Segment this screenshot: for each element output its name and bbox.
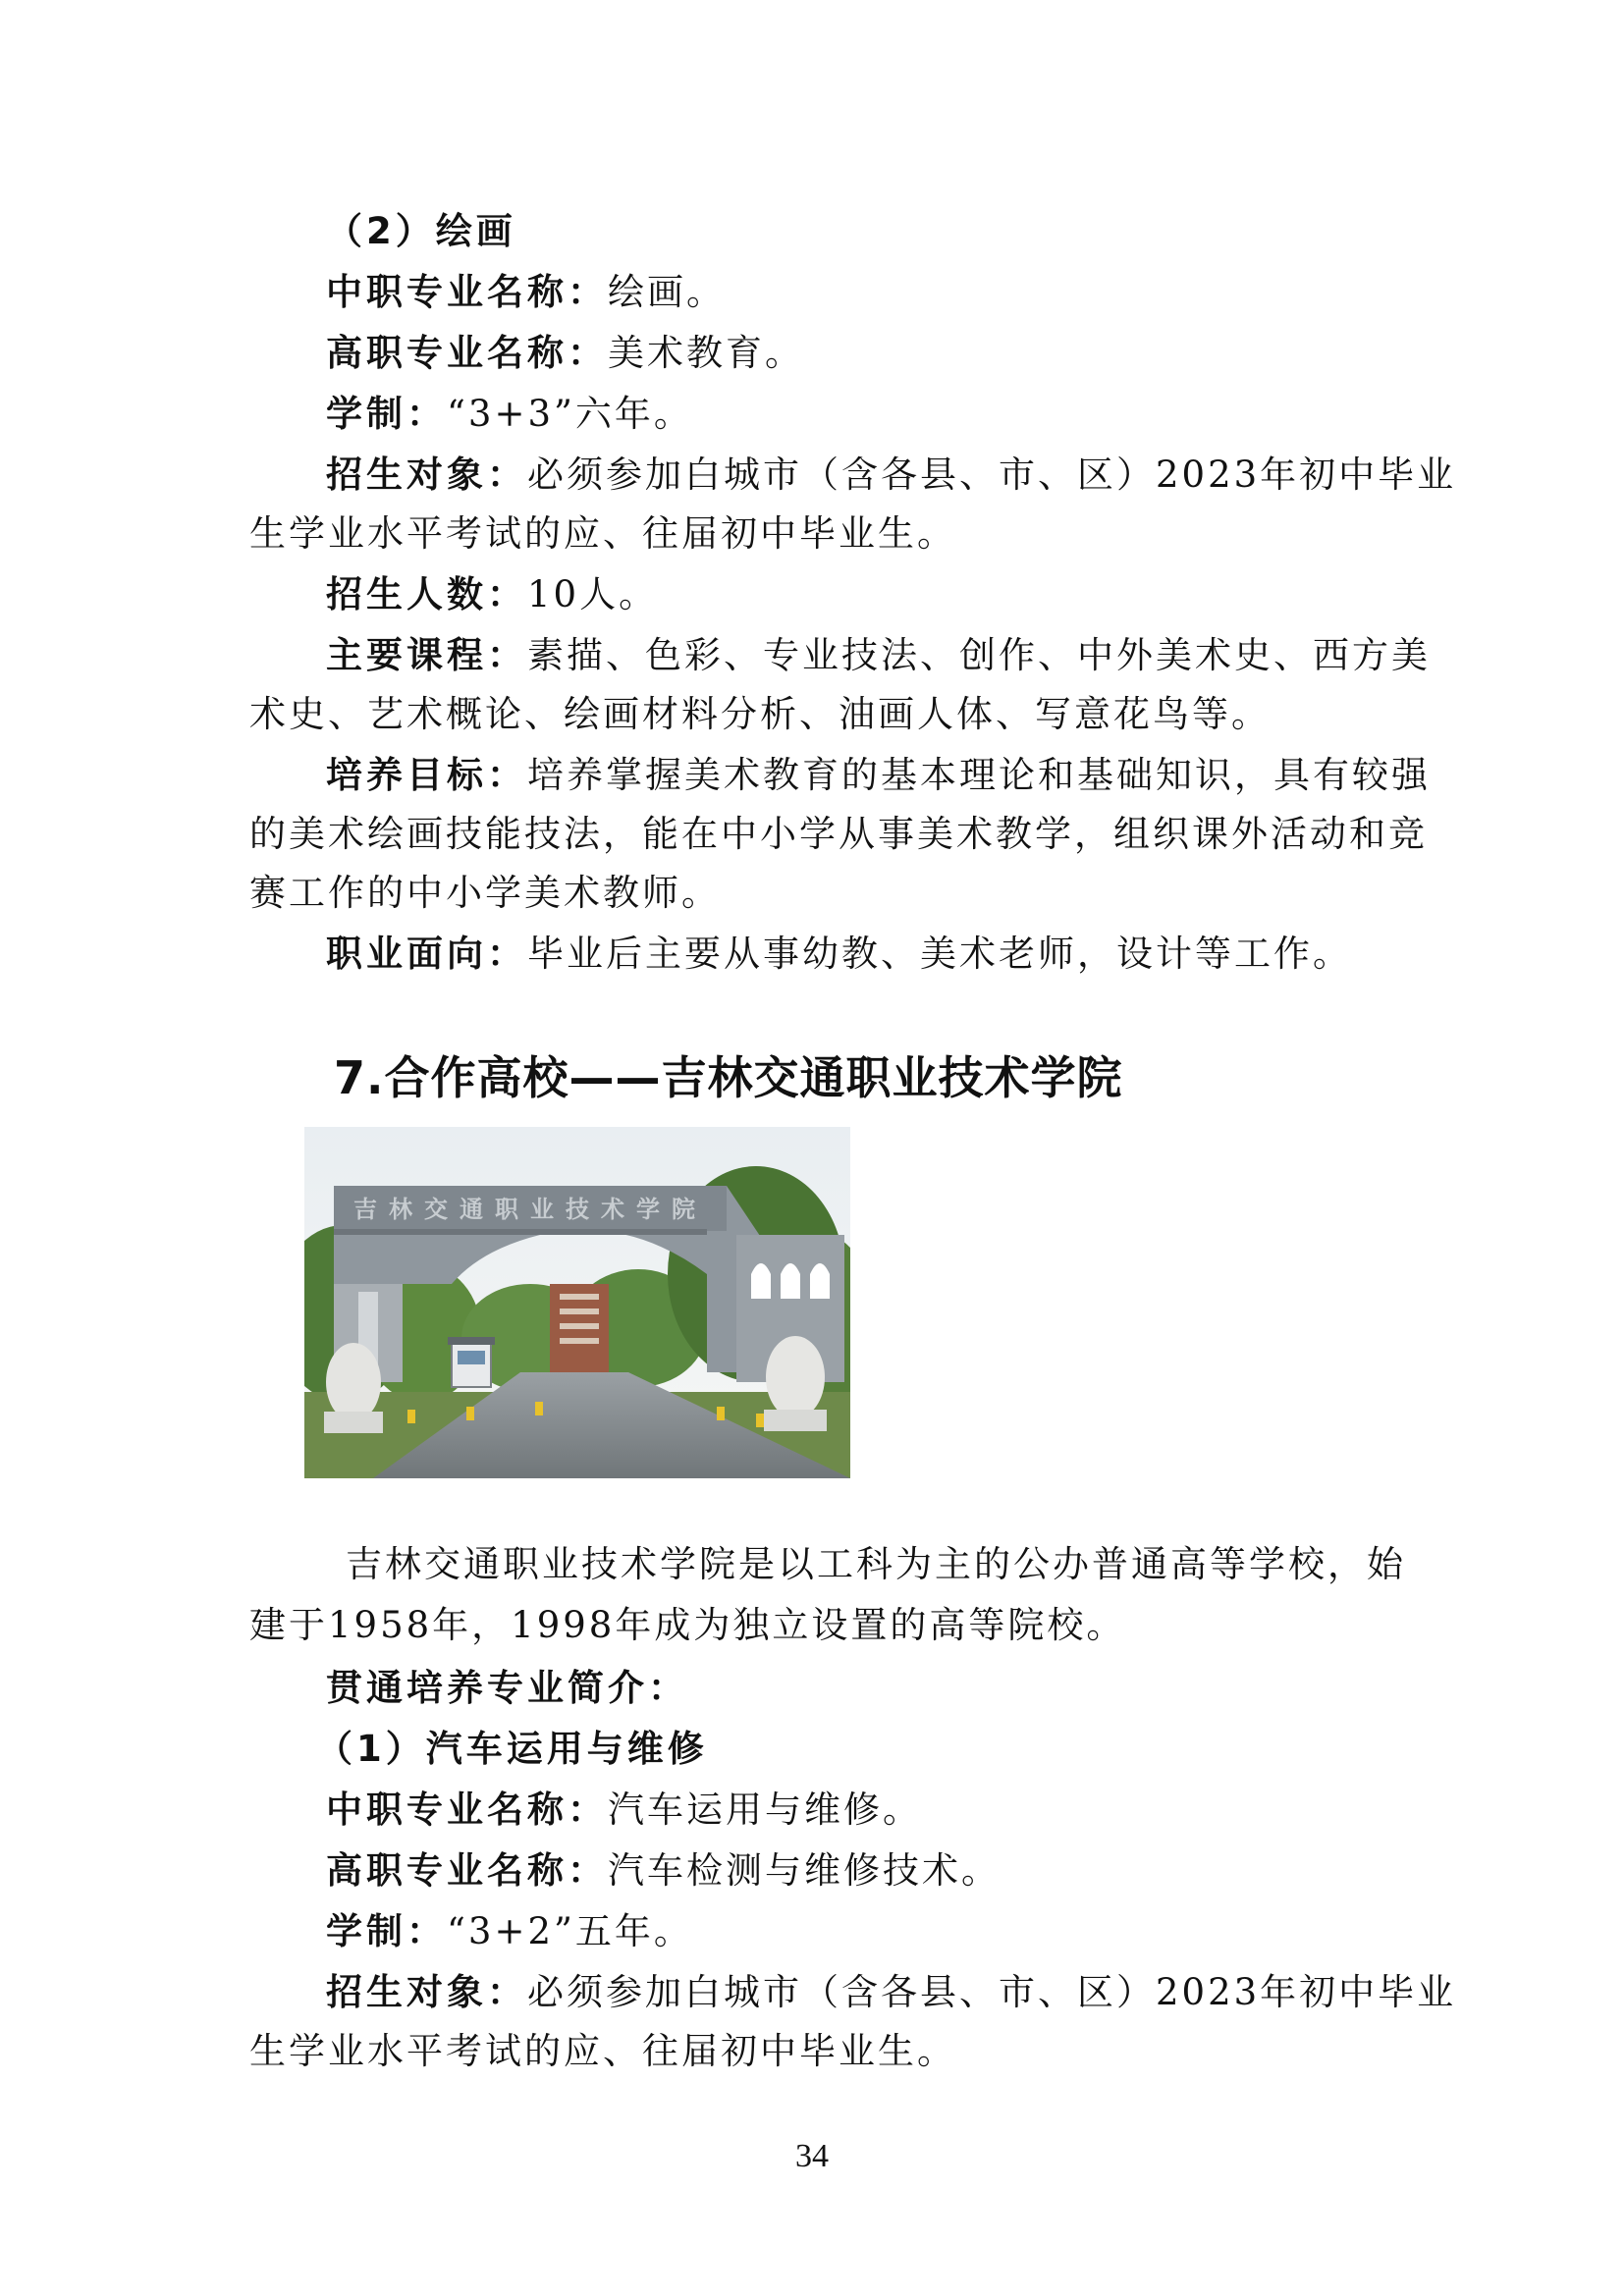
mianxiang-row	[326, 929, 1352, 980]
zhongzhi-row	[326, 267, 726, 318]
mubiao-label: 培养目标：	[326, 754, 527, 796]
section-title-auto: （1）汽车运用与维修	[316, 1728, 708, 1770]
xuezhi-label: 学制：	[326, 393, 447, 435]
auto-duixiang-row	[326, 1967, 1457, 2018]
duixiang-text-2: 生学业水平考试的应、往届初中毕业生。	[249, 512, 956, 555]
kecheng-label: 主要课程：	[326, 634, 527, 676]
duixiang-row	[326, 450, 1457, 501]
kecheng-row	[326, 630, 1431, 681]
auto-gaozhi-row	[326, 1845, 1001, 1896]
renshu-row	[326, 569, 658, 620]
programs-title: 贯通培养专业简介：	[326, 1667, 688, 1709]
zhongzhi-label: 中职专业名称：	[326, 271, 608, 313]
renshu-value: 10人。	[527, 573, 659, 615]
mubiao-text-3: 赛工作的中小学美术教师。	[249, 872, 721, 914]
auto-zhongzhi-value: 汽车运用与维修。	[608, 1789, 922, 1831]
duixiang-text-1: 必须参加白城市（含各县、市、区）2023年初中毕业	[527, 454, 1457, 496]
gaozhi-value: 美术教育。	[608, 332, 804, 374]
kecheng-text-2: 术史、艺术概论、绘画材料分析、油画人体、写意花鸟等。	[249, 693, 1271, 735]
gaozhi-label: 高职专业名称：	[326, 332, 608, 374]
auto-xuezhi-value: “3+2”五年。	[447, 1910, 693, 1952]
mianxiang-label: 职业面向：	[326, 933, 527, 975]
college-heading: 7.合作高校——吉林交通职业技术学院	[334, 1051, 1123, 1104]
mubiao-row	[326, 750, 1431, 801]
renshu-label: 招生人数：	[326, 573, 527, 615]
kecheng-text-1: 素描、色彩、专业技法、创作、中外美术史、西方美	[527, 634, 1431, 676]
auto-duixiang-text-1: 必须参加白城市（含各县、市、区）2023年初中毕业	[527, 1971, 1457, 2013]
auto-xuezhi-label: 学制：	[326, 1910, 447, 1952]
page-number: 34	[795, 2138, 829, 2174]
auto-duixiang-label: 招生对象：	[326, 1971, 527, 2013]
duixiang-label: 招生对象：	[326, 454, 527, 496]
campus-gate-photo	[304, 1127, 850, 1478]
xuezhi-row	[326, 389, 693, 440]
college-intro-1: 吉林交通职业技术学院是以工科为主的公办普通高等学校，始	[346, 1543, 1406, 1585]
auto-zhongzhi-row	[326, 1785, 922, 1836]
gate-sign-text: 吉林交通职业技术学院	[353, 1195, 707, 1223]
auto-duixiang-text-2: 生学业水平考试的应、往届初中毕业生。	[249, 2030, 956, 2072]
mubiao-text-1: 培养掌握美术教育的基本理论和基础知识，具有较强	[527, 754, 1431, 796]
auto-xuezhi-row	[326, 1906, 693, 1957]
college-intro-2: 建于1958年，1998年成为独立设置的高等院校。	[249, 1604, 1126, 1646]
gaozhi-row	[326, 328, 804, 379]
xuezhi-value: “3+3”六年。	[447, 393, 693, 435]
mianxiang-value: 毕业后主要从事幼教、美术老师，设计等工作。	[527, 933, 1352, 975]
auto-gaozhi-value: 汽车检测与维修技术。	[608, 1849, 1001, 1892]
mubiao-text-2: 的美术绘画技能技法，能在中小学从事美术教学，组织课外活动和竞	[249, 813, 1428, 855]
auto-gaozhi-label: 高职专业名称：	[326, 1849, 608, 1892]
zhongzhi-value: 绘画。	[608, 271, 726, 313]
auto-zhongzhi-label: 中职专业名称：	[326, 1789, 608, 1831]
section-title-painting: （2）绘画	[326, 210, 516, 252]
